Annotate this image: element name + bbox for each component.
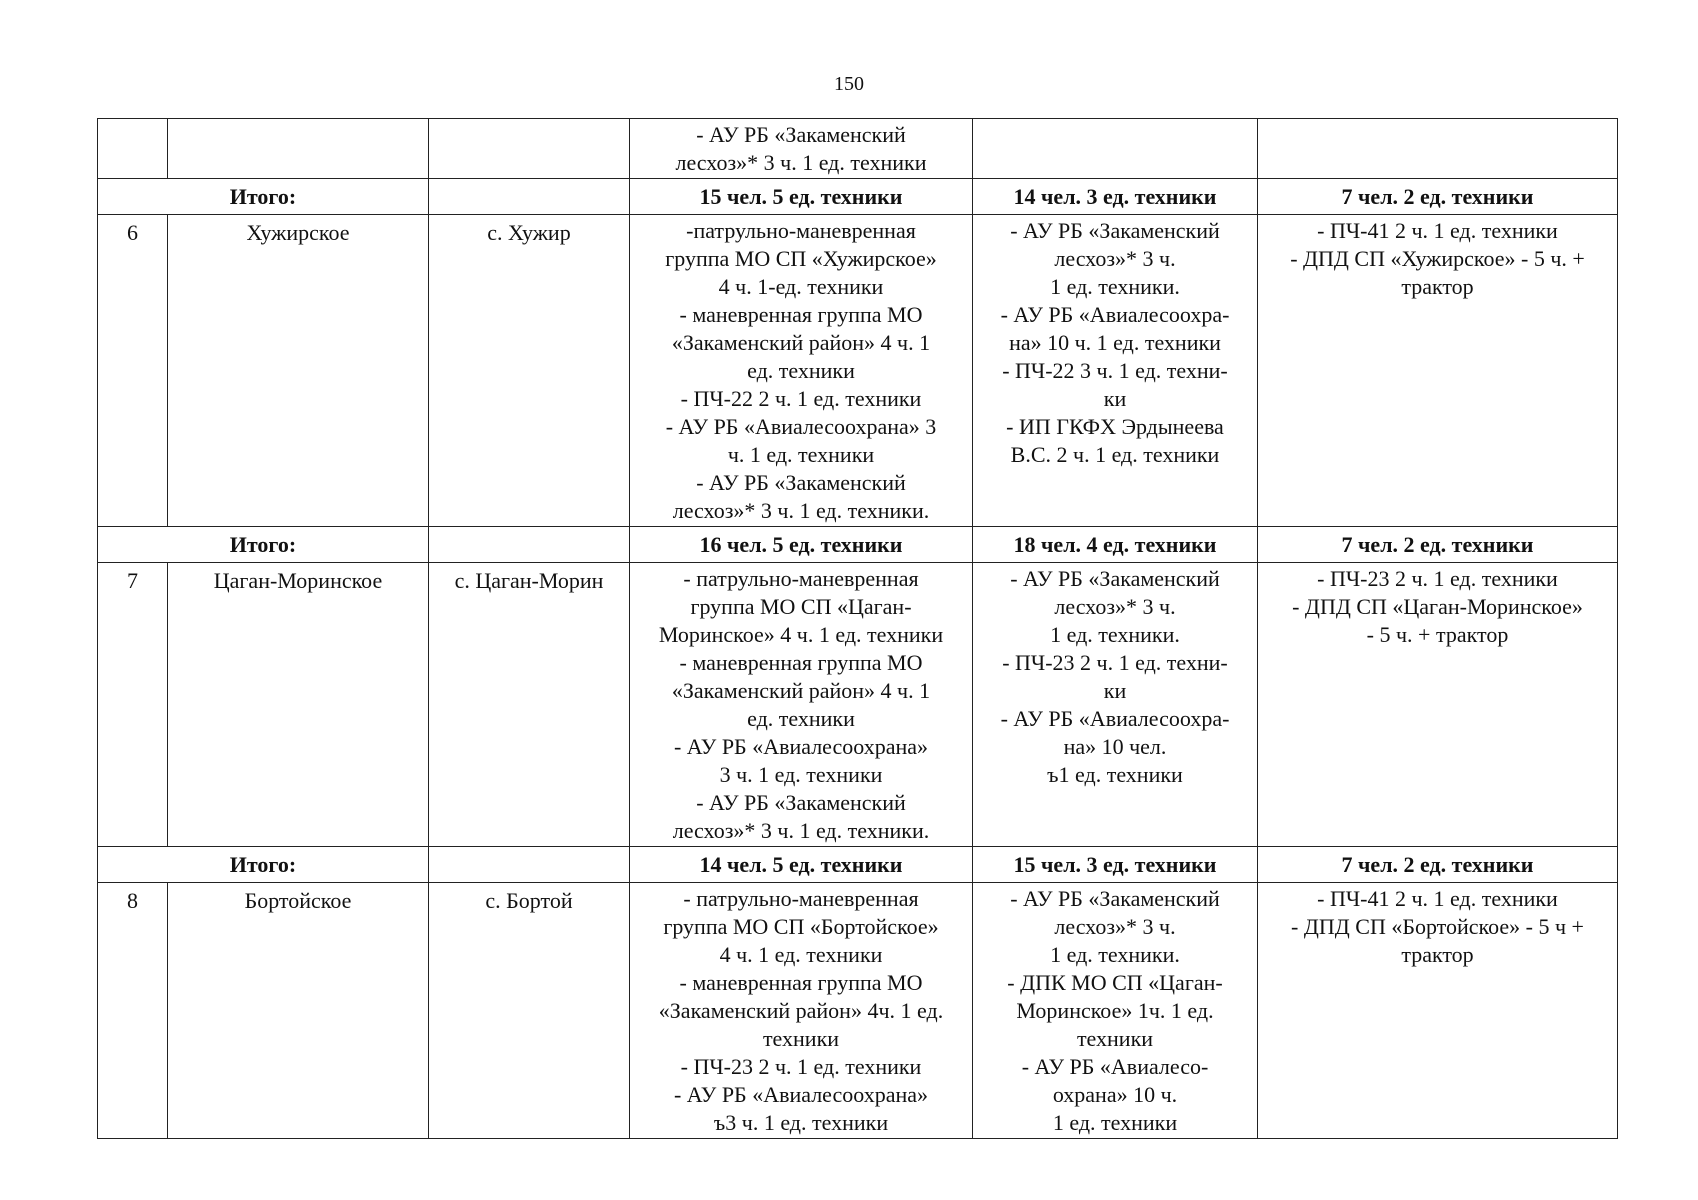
total-row — [98, 179, 1618, 215]
cell-line: техники — [1076, 1026, 1154, 1051]
cell-line: Моринское» 4 ч. 1 ед. техники — [658, 622, 944, 647]
cell-line: - ДПД СП «Бортойское» - 5 ч + — [1291, 914, 1584, 939]
cell-line: - патрульно-маневренная — [683, 886, 919, 911]
cell-line: - ДПД СП «Цаган-Моринское» — [1292, 594, 1583, 619]
cell-forces-3 — [1258, 883, 1618, 1139]
cell-line: - маневренная группа МО — [679, 650, 923, 675]
cell-line: - ДПД СП «Хужирское» - 5 ч. + — [1290, 246, 1585, 271]
cell-forces-1 — [630, 563, 973, 847]
cell-line: 1 ед. техники. — [1050, 942, 1180, 967]
cell-settlement — [168, 119, 429, 179]
cell-line: - АУ РБ «Авиалесоохрана» — [673, 1082, 929, 1107]
cell-line: лесхоз»* 3 ч. 1 ед. техники. — [672, 818, 930, 843]
cell-line: 1 ед. техники. — [1050, 274, 1180, 299]
cell-line: ъ3 ч. 1 ед. техники — [713, 1110, 889, 1135]
cell-line: - ДПК МО СП «Цаган- — [1007, 970, 1223, 995]
cell-line: группа МО СП «Бортойское» — [663, 914, 939, 939]
cell-line: «Закаменский район» 4 ч. 1 — [671, 330, 931, 355]
cell-line: - ПЧ-23 2 ч. 1 ед. техни- — [1002, 650, 1228, 675]
cell-line: 3 ч. 1 ед. техники — [719, 762, 883, 787]
cell-line: - 5 ч. + трактор — [1366, 622, 1509, 647]
cell-line: ед. техники — [747, 706, 855, 731]
cell-line: - АУ РБ «Авиалесоохрана» — [673, 734, 929, 759]
cell-line: - АУ РБ «Авиалесо- — [1021, 1054, 1209, 1079]
cell-village: с. Хужир — [429, 215, 630, 527]
cell-line: - маневренная группа МО — [679, 302, 923, 327]
cell-line: - ПЧ-23 2 ч. 1 ед. техники — [1317, 566, 1558, 591]
cell-line: 1 ед. техники. — [1050, 622, 1180, 647]
cell-village: с. Цаган-Морин — [429, 563, 630, 847]
cell-forces-1 — [630, 883, 973, 1139]
cell-forces-3 — [1258, 119, 1618, 179]
cell-line: - патрульно-маневренная — [683, 566, 919, 591]
total-forces-2: 18 чел. 4 ед. техники — [973, 527, 1258, 563]
cell-line: - АУ РБ «Авиалесоохра- — [1000, 302, 1230, 327]
cell-line: ъ1 ед. техники — [1047, 762, 1183, 787]
cell-line: - АУ РБ «Авиалесоохрана» 3 — [665, 414, 937, 439]
cell-village — [429, 119, 630, 179]
cell-line: группа МО СП «Хужирское» — [665, 246, 937, 271]
cell-line: лесхоз»* 3 ч. — [1054, 246, 1176, 271]
cell-line: В.С. 2 ч. 1 ед. техники — [1010, 442, 1220, 467]
cell-village — [429, 847, 630, 883]
cell-line: «Закаменский район» 4ч. 1 ед. — [658, 998, 944, 1023]
total-label: Итого: — [98, 527, 429, 563]
cell-line: лесхоз»* 3 ч. 1 ед. техники — [675, 150, 927, 175]
table-row — [98, 883, 1618, 1139]
cell-village — [429, 527, 630, 563]
cell-line: 4 ч. 1-ед. техники — [718, 274, 884, 299]
cell-settlement: Хужирское — [168, 215, 429, 527]
total-forces-3: 7 чел. 2 ед. техники — [1258, 847, 1618, 883]
cell-line: - маневренная группа МО — [679, 970, 923, 995]
cell-forces-1 — [630, 119, 973, 179]
cell-line: группа МО СП «Цаган- — [690, 594, 912, 619]
cell-line: - АУ РБ «Авиалесоохра- — [1000, 706, 1230, 731]
cell-village: с. Бортой — [429, 883, 630, 1139]
cell-line: ч. 1 ед. техники — [727, 442, 875, 467]
page-number: 150 — [834, 73, 864, 95]
cell-line: трактор — [1401, 274, 1474, 299]
cell-line: - АУ РБ «Закаменский — [696, 122, 906, 147]
cell-line: - АУ РБ «Закаменский — [696, 470, 906, 495]
cell-line: ед. техники — [747, 358, 855, 383]
forces-table — [97, 118, 1618, 1139]
cell-line: 4 ч. 1 ед. техники — [719, 942, 883, 967]
cell-line: - АУ РБ «Закаменский — [1010, 886, 1220, 911]
total-row — [98, 527, 1618, 563]
total-row — [98, 847, 1618, 883]
cell-line: - ИП ГКФХ Эрдынеева — [1006, 414, 1224, 439]
total-forces-3: 7 чел. 2 ед. техники — [1258, 179, 1618, 215]
cell-line: на» 10 ч. 1 ед. техники — [1009, 330, 1221, 355]
cell-line: - ПЧ-22 2 ч. 1 ед. техники — [680, 386, 922, 411]
cell-line: - АУ РБ «Закаменский — [696, 790, 906, 815]
cell-line: - АУ РБ «Закаменский — [1010, 218, 1220, 243]
total-forces-1: 14 чел. 5 ед. техники — [630, 847, 973, 883]
table-row — [98, 215, 1618, 527]
cell-line: ки — [1103, 386, 1127, 411]
cell-forces-2 — [973, 563, 1258, 847]
cell-num — [98, 119, 168, 179]
cell-line: охрана» 10 ч. — [1052, 1082, 1178, 1107]
total-forces-1: 16 чел. 5 ед. техники — [630, 527, 973, 563]
total-forces-1: 15 чел. 5 ед. техники — [630, 179, 973, 215]
cell-settlement: Бортойское — [168, 883, 429, 1139]
total-forces-2: 14 чел. 3 ед. техники — [973, 179, 1258, 215]
cell-forces-3 — [1258, 563, 1618, 847]
cell-num: 8 — [98, 883, 168, 1139]
cell-line: Моринское» 1ч. 1 ед. — [1016, 998, 1214, 1023]
cell-line: лесхоз»* 3 ч. — [1054, 914, 1176, 939]
cell-line: трактор — [1401, 942, 1474, 967]
cell-forces-1 — [630, 215, 973, 527]
cell-village — [429, 179, 630, 215]
total-forces-3: 7 чел. 2 ед. техники — [1258, 527, 1618, 563]
cell-line: «Закаменский район» 4 ч. 1 — [671, 678, 931, 703]
cell-line: - ПЧ-41 2 ч. 1 ед. техники — [1317, 218, 1558, 243]
cell-line: техники — [762, 1026, 840, 1051]
cell-line: лесхоз»* 3 ч. 1 ед. техники. — [672, 498, 930, 523]
cell-settlement: Цаган-Моринское — [168, 563, 429, 847]
total-forces-2: 15 чел. 3 ед. техники — [973, 847, 1258, 883]
cell-line: 1 ед. техники — [1052, 1110, 1178, 1135]
total-label: Итого: — [98, 179, 429, 215]
cell-num: 6 — [98, 215, 168, 527]
cell-forces-3 — [1258, 215, 1618, 527]
cell-line: -патрульно-маневренная — [686, 218, 916, 243]
cell-line: - АУ РБ «Закаменский — [1010, 566, 1220, 591]
cell-line: - ПЧ-22 3 ч. 1 ед. техни- — [1002, 358, 1228, 383]
cell-line: - ПЧ-23 2 ч. 1 ед. техники — [680, 1054, 922, 1079]
cell-line: на» 10 чел. — [1063, 734, 1167, 759]
table-row — [98, 563, 1618, 847]
total-label: Итого: — [98, 847, 429, 883]
cell-num: 7 — [98, 563, 168, 847]
table-row — [98, 119, 1618, 179]
cell-line: лесхоз»* 3 ч. — [1054, 594, 1176, 619]
cell-line: - ПЧ-41 2 ч. 1 ед. техники — [1317, 886, 1558, 911]
cell-forces-2 — [973, 119, 1258, 179]
cell-line: ки — [1103, 678, 1127, 703]
cell-forces-2 — [973, 883, 1258, 1139]
cell-forces-2 — [973, 215, 1258, 527]
